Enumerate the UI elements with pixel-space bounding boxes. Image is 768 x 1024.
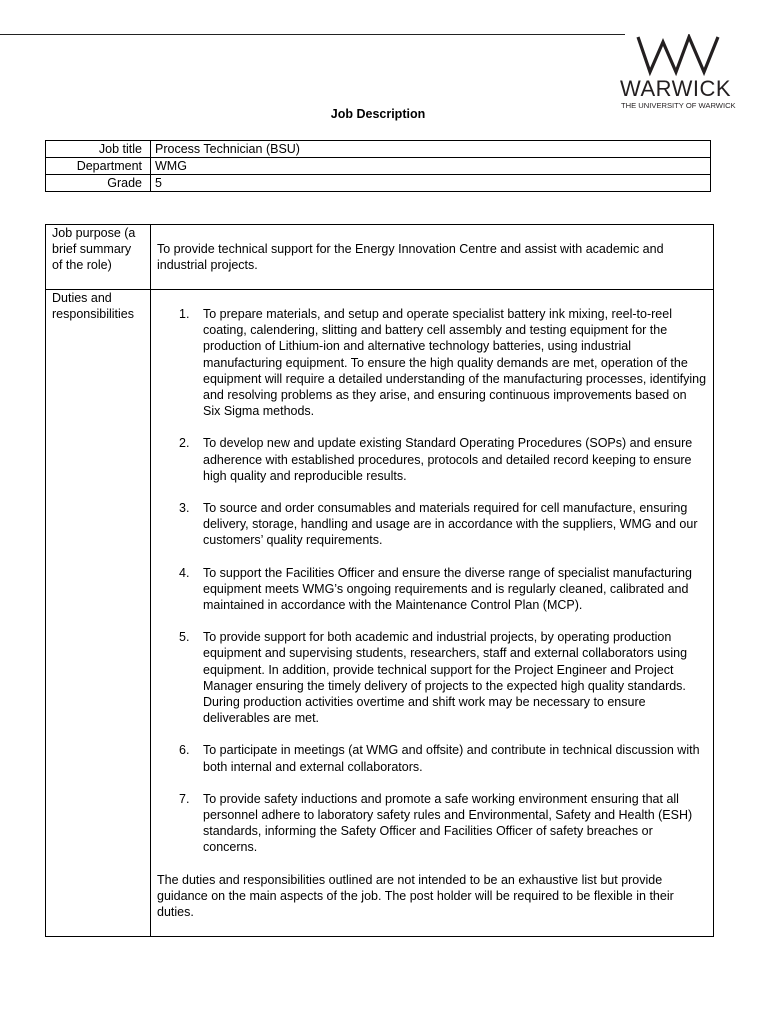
table-row bbox=[46, 158, 711, 175]
logo-wordmark: WARWICK bbox=[620, 76, 732, 101]
list-item-text: To develop new and update existing Standard Operating Procedures (SOPs) and ensure adherence with established procedures, protocols and detailed record keeping to ensure high quality and reproducible results. bbox=[203, 436, 693, 483]
duties-list bbox=[157, 306, 707, 856]
list-item bbox=[157, 742, 707, 774]
job-title-value: Process Technician (BSU) bbox=[151, 141, 711, 158]
list-item-number: 4. bbox=[179, 565, 190, 580]
table-row bbox=[46, 225, 714, 290]
warwick-logo bbox=[614, 34, 744, 114]
document-title: Job Description bbox=[330, 107, 426, 121]
job-details-table bbox=[45, 224, 714, 937]
list-item-number: 1. bbox=[179, 307, 190, 321]
table-row bbox=[46, 141, 711, 158]
list-item-text: To prepare materials, and setup and operate specialist battery ink mixing, reel-to-reel coating, calendering, slitting and battery cell assembly and testing equipment for the production of Lithium-ion and alternative technology batteries, using industrial manufacturing equipment. To ensure the high quality demands are met, operation of the equipment will require a detailed understanding of the manufacturing processes, identifying and resolving problems as they arise, and ensuring continuous improvements based on Six Sigma methods. bbox=[203, 307, 707, 419]
grade-label: Grade bbox=[46, 175, 151, 192]
job-title-label: Job title bbox=[46, 141, 151, 158]
list-item bbox=[157, 306, 707, 419]
list-item-number: 6. bbox=[179, 743, 190, 758]
list-item bbox=[157, 500, 707, 549]
warwick-crest-icon bbox=[614, 34, 744, 78]
list-item-number: 5. bbox=[179, 630, 190, 645]
department-label: Department bbox=[46, 158, 151, 175]
purpose-cell bbox=[151, 225, 714, 290]
duties-cell bbox=[151, 290, 714, 937]
closing-note: The duties and responsibilities outlined are not intended to be an exhaustive list but provide guidance on the main aspects of the job. The post holder will be required to be flexible in their duties. bbox=[157, 872, 674, 920]
table-row bbox=[46, 290, 714, 937]
list-item-number: 7. bbox=[179, 791, 190, 806]
list-item-text: To support the Facilities Officer and ensure the diverse range of specialist manufacturing equipment meets WMG’s ongoing requirements and is regularly cleaned, calibrated and maintained in accordance with the Maintenance Control Plan (MCP). bbox=[203, 565, 692, 613]
list-item-text: To source and order consumables and materials required for cell manufacture, ensuring delivery, storage, handling and usage are in accordance with the suppliers, WMG and our customers’ quality requirements. bbox=[203, 501, 698, 548]
list-item bbox=[157, 565, 707, 614]
logo-subtitle: THE UNIVERSITY OF WARWICK bbox=[621, 101, 736, 110]
grade-value: 5 bbox=[151, 175, 711, 192]
list-item-text: To participate in meetings (at WMG and offsite) and contribute in technical discussion with both internal and external collaborators. bbox=[203, 743, 700, 774]
list-item bbox=[157, 791, 707, 856]
list-item bbox=[157, 435, 707, 484]
header-rule bbox=[0, 34, 625, 35]
purpose-label: Job purpose (a brief summary of the role) bbox=[46, 225, 151, 290]
list-item bbox=[157, 629, 707, 726]
duties-label: Duties and responsibilities bbox=[46, 290, 151, 937]
department-value: WMG bbox=[151, 158, 711, 175]
list-item-text: To provide support for both academic and industrial projects, by operating production equipment and supervising students, researchers, staff and external collaborators using equipment. In addition, provide technical support for the Project Engineer and Project Manager ensuring the timely delivery of projects to the expected high quality standards. During production activities overtime and shift work may be necessary to ensure deliverables are met. bbox=[203, 630, 688, 726]
list-item-number: 3. bbox=[179, 501, 190, 516]
purpose-text: To provide technical support for the Energy Innovation Centre and assist with academic and industrial projects. bbox=[157, 242, 664, 273]
list-item-text: To provide safety inductions and promote a safe working environment ensuring that all personnel adhere to laboratory safety rules and Environmental, Safety and Health (ESH) standards, informing the Safety Officer and Facilities Officer of safety breaches or concerns. bbox=[203, 791, 693, 855]
list-item-number: 2. bbox=[179, 436, 190, 451]
job-info-table bbox=[45, 140, 711, 192]
table-row bbox=[46, 175, 711, 192]
